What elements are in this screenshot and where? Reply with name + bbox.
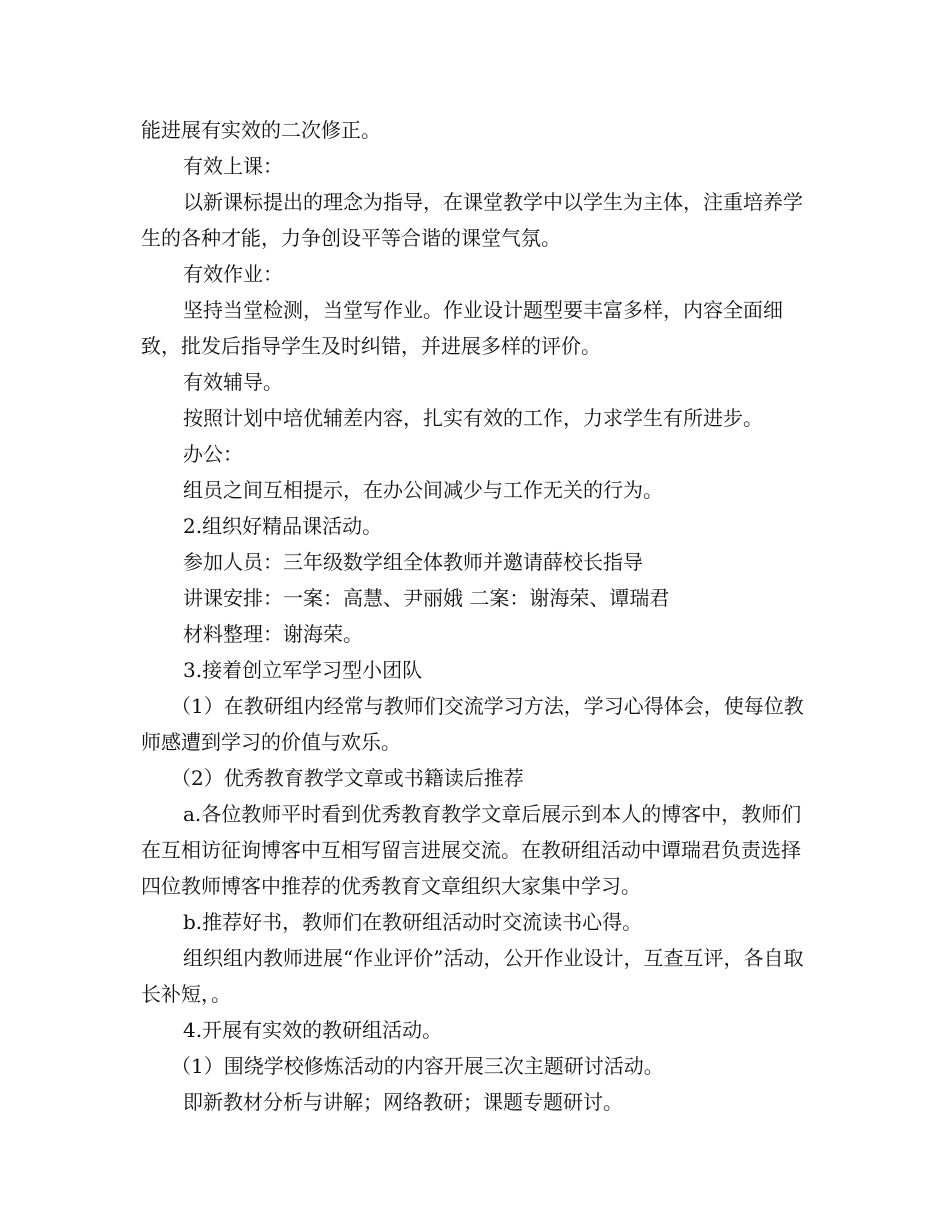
paragraph: （1）在教研组内经常与教师们交流学习方法，学习心得体会，使每位教师感遭到学习的价值与欢乐。	[141, 694, 804, 754]
paragraph: 组织组内教师进展“作业评价”活动，公开作业设计，互查互评，各自取长补短，。	[141, 946, 804, 1006]
paragraph: 办公：	[183, 442, 243, 466]
paragraph: 有效上课：	[183, 154, 283, 178]
paragraph: （1）围绕学校修炼活动的内容开展三次主题研讨活动。	[171, 1054, 664, 1078]
paragraph: 能进展有实效的二次修正。	[141, 118, 381, 142]
paragraph: 坚持当堂检测，当堂写作业。作业设计题型要丰富多样，内容全面细致，批发后指导学生及时纠错，并进展多样的评价。	[141, 298, 783, 358]
paragraph: 有效辅导。	[183, 370, 283, 394]
paragraph: 组员之间互相提示，在办公间减少与工作无关的行为。	[183, 478, 663, 502]
paragraph: a.各位教师平时看到优秀教育教学文章后展示到本人的博客中，教师们在互相访征询博客中互相写留言进展交流。在教研组活动中谭瑞君负责选择四位教师博客中推荐的优秀教育文章组织大家集中学习。	[141, 802, 802, 898]
paragraph: 即新教材分析与讲解；网络教研；课题专题研讨。	[183, 1090, 623, 1114]
paragraph: b.推荐好书，教师们在教研组活动时交流读书心得。	[183, 910, 643, 934]
paragraph: 4.开展有实效的教研组活动。	[183, 1018, 443, 1042]
paragraph: 讲课安排：一案：高慧、尹丽娥 二案：谢海荣、谭瑞君	[183, 586, 670, 610]
paragraph: 参加人员：三年级数学组全体教师并邀请薛校长指导	[183, 550, 643, 574]
document-body	[141, 112, 811, 1120]
paragraph: 有效作业：	[183, 262, 283, 286]
paragraph: 以新课标提出的理念为指导，在课堂教学中以学生为主体，注重培养学生的各种才能，力争创设平等合谐的课堂气氛。	[141, 190, 803, 250]
paragraph: 2.组织好精品课活动。	[183, 514, 383, 538]
paragraph: 3.接着创立军学习型小团队	[183, 658, 423, 682]
paragraph: （2）优秀教育教学文章或书籍读后推荐	[171, 766, 524, 790]
paragraph: 按照计划中培优辅差内容，扎实有效的工作，力求学生有所进步。	[183, 406, 763, 430]
paragraph: 材料整理：谢海荣。	[183, 622, 363, 646]
